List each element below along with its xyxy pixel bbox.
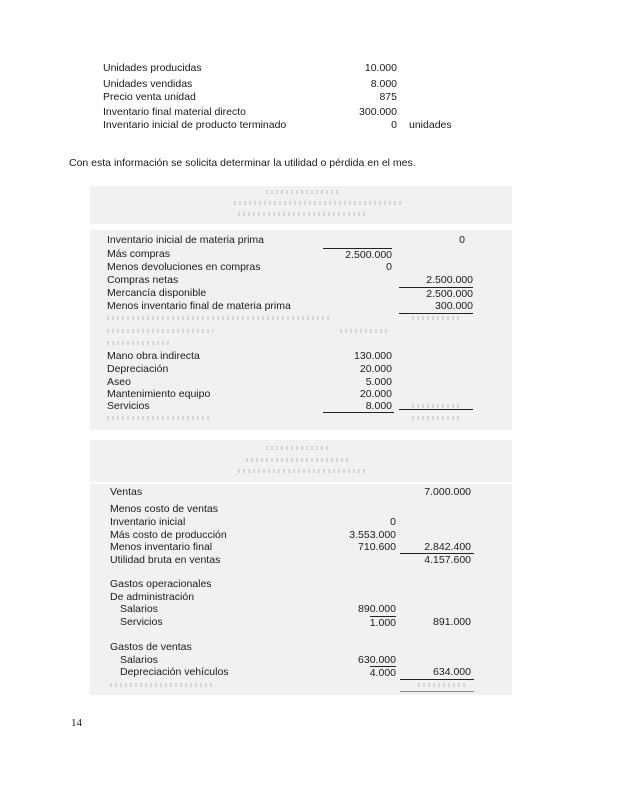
cost-value: 20.000 xyxy=(359,363,392,375)
cost-label: Mantenimiento equipo xyxy=(107,388,211,400)
income-label: Servicios xyxy=(120,616,163,628)
datos-row xyxy=(103,119,403,132)
income-label: Salarios xyxy=(120,654,158,666)
income-row xyxy=(110,486,471,499)
cost-row xyxy=(107,363,392,376)
header-line-1 xyxy=(266,190,338,194)
subtotal-rule xyxy=(400,679,474,680)
faint-value xyxy=(412,404,462,408)
total-rule xyxy=(400,691,474,692)
header-line-2 xyxy=(246,458,350,462)
cost-label: Depreciación xyxy=(107,363,169,375)
cost-value: 20.000 xyxy=(359,388,392,400)
income-value: 3.553.000 xyxy=(349,529,396,541)
cost-row xyxy=(107,261,392,274)
cost-value: 0 xyxy=(459,234,465,246)
income-value: 630.000 xyxy=(358,654,396,666)
faint-row xyxy=(107,341,169,345)
income-row xyxy=(110,554,471,567)
income-label: De administración xyxy=(110,591,195,603)
cost-label: Compras netas xyxy=(107,274,179,286)
cost-label: Menos devoluciones en compras xyxy=(107,261,261,273)
cost-row xyxy=(107,274,473,287)
cost-value: 2.500.000 xyxy=(399,287,473,301)
datos-label: Inventario inicial de producto terminado xyxy=(103,119,287,131)
cost-row xyxy=(107,234,465,247)
cost-label: Inventario inicial de materia prima xyxy=(107,234,264,246)
income-value: 710.600 xyxy=(358,541,396,553)
faint-value xyxy=(412,316,462,320)
cost-row xyxy=(107,248,392,261)
cost-label: Aseo xyxy=(107,376,131,388)
datos-row xyxy=(103,106,403,119)
datos-row xyxy=(103,91,403,104)
income-value: 7.000.000 xyxy=(424,486,471,498)
cost-value: 8.000 xyxy=(365,400,392,412)
header-line-3 xyxy=(238,469,366,473)
faint-value xyxy=(418,683,466,687)
datos-label: Unidades vendidas xyxy=(103,78,193,90)
income-row xyxy=(120,616,471,629)
datos-value: 0 xyxy=(391,119,397,131)
header-line-3 xyxy=(238,212,366,216)
income-value: 634.000 xyxy=(433,666,471,678)
income-row xyxy=(110,516,396,529)
cost-label: Mano obra indirecta xyxy=(107,350,200,362)
datos-label: Inventario final material directo xyxy=(103,106,246,118)
faint-value xyxy=(412,416,462,420)
income-label: Gastos de ventas xyxy=(110,641,192,653)
datos-row xyxy=(103,62,403,75)
cost-table xyxy=(90,230,512,430)
cost-value: 2.500.000 xyxy=(426,274,473,286)
faint-row xyxy=(107,329,213,333)
subtotal-rule xyxy=(399,313,473,314)
cost-label: Mercancía disponible xyxy=(107,287,207,299)
income-table-header xyxy=(90,440,512,482)
income-label: Menos costo de ventas xyxy=(110,503,218,515)
income-row xyxy=(110,503,410,516)
faint-row xyxy=(110,683,212,687)
faint-value xyxy=(340,329,388,333)
income-label: Depreciación vehículos xyxy=(120,666,229,678)
income-value: 4.157.600 xyxy=(424,554,471,566)
income-label: Más costo de producción xyxy=(110,529,227,541)
income-label: Gastos operacionales xyxy=(110,578,212,590)
cost-value: 5.000 xyxy=(365,376,392,388)
cost-row xyxy=(107,287,473,300)
income-label: Utilidad bruta en ventas xyxy=(110,554,221,566)
datos-row xyxy=(103,78,403,91)
page-number: 14 xyxy=(71,717,82,729)
income-row xyxy=(110,641,410,654)
income-label: Ventas xyxy=(110,486,143,498)
cost-value: 300.000 xyxy=(435,300,473,312)
income-value: 890.000 xyxy=(358,603,396,615)
datos-label: Precio venta unidad xyxy=(103,91,196,103)
subtotal-rule xyxy=(323,412,394,413)
subtotal-rule xyxy=(399,409,473,410)
income-label: Salarios xyxy=(120,603,158,615)
income-row xyxy=(120,603,396,616)
datos-value: 10.000 xyxy=(364,62,397,74)
income-value: 2.842.400 xyxy=(424,541,471,553)
datos-label: Unidades producidas xyxy=(103,62,202,74)
cost-label: Menos inventario final de materia prima xyxy=(107,300,291,312)
cost-row xyxy=(107,300,473,313)
cost-value: 130.000 xyxy=(354,350,392,362)
income-value: 4.000 xyxy=(369,667,396,679)
cost-row xyxy=(107,350,392,363)
income-row xyxy=(120,666,471,679)
income-value: 1.000 xyxy=(369,617,396,629)
income-value: 891.000 xyxy=(433,616,471,628)
instruction-text: Con esta información se solicita determinar la utilidad o pérdida en el mes. xyxy=(69,157,416,169)
header-line-2 xyxy=(234,201,404,205)
income-row xyxy=(110,578,410,591)
cost-table-header xyxy=(90,186,512,224)
faint-row xyxy=(107,316,329,320)
header-line-1 xyxy=(266,446,330,450)
income-label: Inventario inicial xyxy=(110,516,186,528)
faint-row xyxy=(107,416,209,420)
cost-label: Más compras xyxy=(107,248,171,260)
cost-value: 2.500.000 xyxy=(323,248,392,262)
income-value: 0 xyxy=(390,516,396,528)
datos-value: 875 xyxy=(379,91,397,103)
datos-value: 8.000 xyxy=(370,78,397,90)
datos-unit: unidades xyxy=(409,119,452,131)
datos-value: 300.000 xyxy=(359,106,397,118)
income-table xyxy=(90,484,512,695)
cost-label: Servicios xyxy=(107,400,150,412)
cost-value: 0 xyxy=(386,261,392,273)
income-label: Menos inventario final xyxy=(110,541,213,553)
